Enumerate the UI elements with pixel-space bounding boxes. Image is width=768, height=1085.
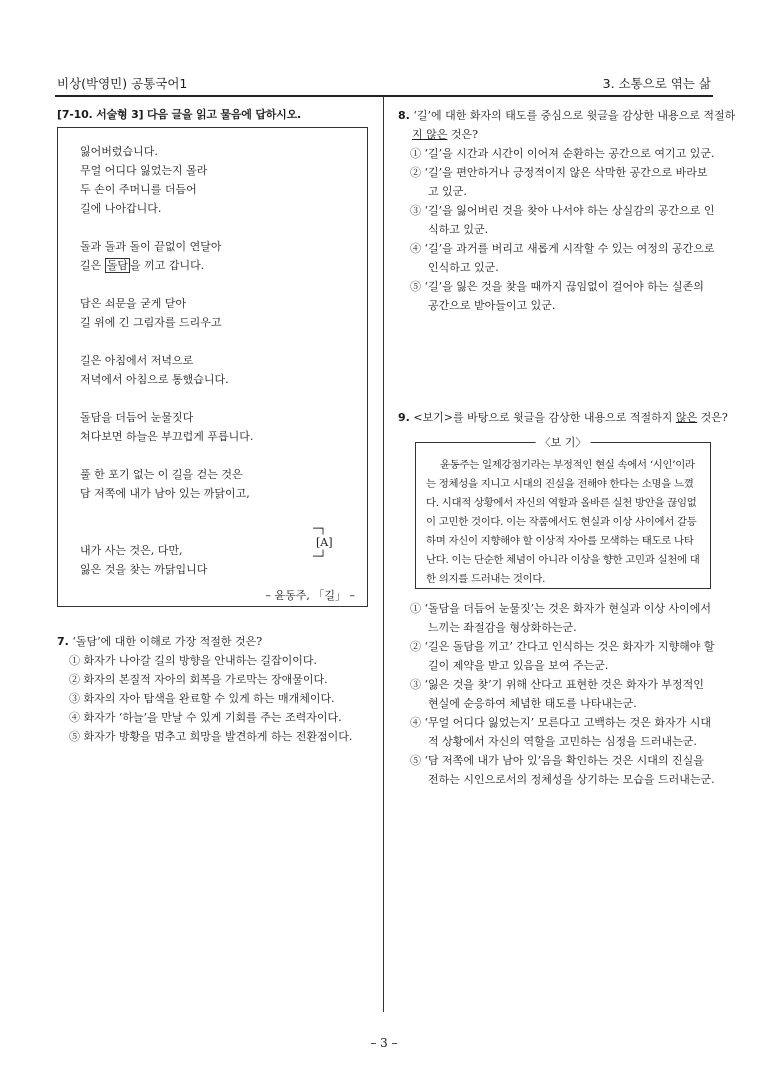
poem-line: 담은 쇠문을 굳게 닫아 <box>80 297 187 310</box>
bracket-top-icon: ─┐ <box>313 522 327 535</box>
poem-body <box>80 142 253 598</box>
question-stem-cont <box>398 125 716 144</box>
answer-option[interactable]: ① ‘길’을 시간과 시간이 이어져 순환하는 공간으로 여기고 있군. <box>410 147 715 160</box>
answer-option[interactable]: ② 화자의 본질적 자아의 회복을 가로막는 장애물이다. <box>69 673 328 686</box>
poem-line <box>80 256 253 275</box>
poem-text: 길은 <box>80 259 105 272</box>
question-8 <box>398 106 736 315</box>
stanza-2 <box>80 237 253 275</box>
stanza-6 <box>80 465 253 503</box>
question-9 <box>398 408 728 427</box>
answer-option[interactable]: ④ ‘무얼 어디다 잃었는지’ 모른다고 고백하는 것은 화자가 시대적 상황에서 자신의 역할을 고민하는 심정을 드러내는군. <box>410 716 711 748</box>
question-stem <box>398 106 736 125</box>
poem-line: 길은 아침에서 저녁으로 <box>80 354 194 367</box>
column-divider <box>383 96 384 1012</box>
poem-line: 무얼 어디다 잃었는지 몰라 <box>80 164 208 177</box>
answer-option[interactable]: ① ‘돌담을 더듬어 눈물짓’는 것은 화자가 현실과 이상 사이에서 느끼는 좌절감을 형상화하는군. <box>410 602 711 634</box>
instruction: [7-10. 서술형 3] 다음 글을 읽고 물음에 답하시오. <box>57 108 302 121</box>
boxed-word-doldam: 돌담 <box>106 259 129 272</box>
poem-line: 길에 나아갑니다. <box>80 202 162 215</box>
poem-line: 돌담을 더듬어 눈물짓다 <box>80 411 194 424</box>
question-number: 9. <box>398 411 410 424</box>
stanza-4 <box>80 351 253 389</box>
poem-line: 풀 한 포기 없는 이 길을 걷는 것은 <box>80 468 243 481</box>
bogi-title-text: 보 기 <box>550 436 576 449</box>
answer-option[interactable]: ③ ‘잃은 것을 찾’기 위해 산다고 표현한 것은 화자가 부정적인 현실에 순응하여 체념한 태도를 나타내는군. <box>410 678 704 710</box>
question-9-options <box>398 599 716 789</box>
answer-option[interactable]: ③ ‘길’을 잃어버린 것을 찾아 나서야 하는 상실감의 공간으로 인식하고 있군. <box>410 204 715 236</box>
poem-line: 내가 사는 것은, 다만, <box>80 544 183 557</box>
header-right: 3. 소통으로 엮는 삶 <box>602 76 711 91</box>
bracket-label: [A] <box>316 536 333 549</box>
question-stem <box>57 632 377 651</box>
answer-option[interactable]: ② ‘길’을 편안하거나 긍정적이지 않은 삭막한 공간으로 바라보고 있군. <box>410 166 708 198</box>
question-7 <box>57 632 377 746</box>
poem-line: 담 저쪽에 내가 남아 있는 까닭이고, <box>80 487 250 500</box>
answer-option[interactable]: ⑤ ‘길’을 잃은 것을 찾을 때까지 끊임없이 걸어야 하는 실존의 공간으로 받아들이고 있군. <box>410 280 704 312</box>
answer-option[interactable]: ④ ‘길’을 과거를 버리고 새롭게 시작할 수 있는 여정의 공간으로 인식하고 있군. <box>410 242 715 274</box>
answer-option[interactable]: ② ‘길은 돌담을 끼고’ 간다고 인식하는 것은 화자가 지향해야 할 길이 제약을 받고 있음을 보여 주는군. <box>410 640 715 672</box>
stanza-5 <box>80 408 253 446</box>
poem-line: 두 손이 주머니를 더듬어 <box>80 183 197 196</box>
poem-line: 쳐다보면 하늘은 부끄럽게 푸릅니다. <box>80 430 254 443</box>
page-number: – 3 – <box>370 1036 398 1050</box>
underlined-text: 지 않은 <box>412 128 448 141</box>
question-text: 것은? <box>697 411 728 424</box>
question-number: 7. <box>57 635 69 648</box>
answer-option[interactable]: ⑤ ‘담 저쪽에 내가 남아 있’음을 확인하는 것은 시대의 진실을 전하는 시인으로서의 정체성을 상기하는 모습을 드러내는군. <box>410 754 715 786</box>
answer-option[interactable]: ③ 화자의 자아 탐색을 완료할 수 있게 하는 매개체이다. <box>69 692 335 705</box>
question-text: ‘길’에 대한 화자의 태도를 중심으로 윗글을 감상한 내용으로 적절하 <box>409 109 736 122</box>
stanza-3 <box>80 294 253 332</box>
question-text: <보기>를 바탕으로 윗글을 감상한 내용으로 적절하지 <box>409 411 676 424</box>
answer-option[interactable]: ④ 화자가 ‘하늘’을 만날 수 있게 기회를 주는 조력자이다. <box>69 711 342 724</box>
answer-option[interactable]: ⑤ 화자가 방황을 멈추고 희망을 발견하게 하는 전환점이다. <box>69 730 353 743</box>
header-rule <box>55 95 713 97</box>
bogi-text: 윤동주는 일제강점기라는 부정적인 현실 속에서 ‘시인’이라는 정체성을 지니고 시대의 진실을 전해야 한다는 소명을 느꼈다. 시대적 상황에서 자신의 역할과 올바른 실천 방안을 끊임없이 고민한 것이다. 이는 작품에서도 현실과 이상 사이에서 갈등하며 자신이 지향해야 할 이상적 자아를 모색하는 태도로 나타난다. 이는 단순한 체념이 아니라 이상을 향한 고민과 실천에 대한 의지를 드러내는 것이다. <box>426 459 700 585</box>
question-text: ‘돌담’에 대한 이해로 가장 적절한 것은? <box>68 635 263 648</box>
poem-line: 길 위에 긴 그림자를 드리우고 <box>80 316 222 329</box>
poem-passage <box>57 127 368 607</box>
header-left: 비상(박영민) 공통국어1 <box>57 76 188 91</box>
stanza-7 <box>80 541 253 579</box>
question-number: 8. <box>398 109 410 122</box>
poem-author: – 윤동주, 「길」 – <box>265 589 355 602</box>
poem-line: 저녁에서 아침으로 통했습니다. <box>80 373 229 386</box>
bogi-box <box>415 436 711 589</box>
underlined-text: 않은 <box>675 411 698 424</box>
bogi-title: 〈보 기〉 <box>536 434 591 450</box>
question-stem <box>398 408 728 427</box>
poem-text: 을 끼고 갑니다. <box>130 259 205 272</box>
poem-line: 잃어버렸습니다. <box>80 145 158 158</box>
answer-option[interactable]: ① 화자가 나아갈 길의 방향을 안내하는 길잡이이다. <box>69 654 317 667</box>
stanza-1 <box>80 142 253 218</box>
bracket-bottom-icon: ─┘ <box>313 550 327 563</box>
poem-line: 돌과 돌과 돌이 끝없이 연달아 <box>80 240 222 253</box>
poem-line: 잃은 것을 찾는 까닭입니다 <box>80 563 208 576</box>
question-text: 것은? <box>447 128 479 141</box>
